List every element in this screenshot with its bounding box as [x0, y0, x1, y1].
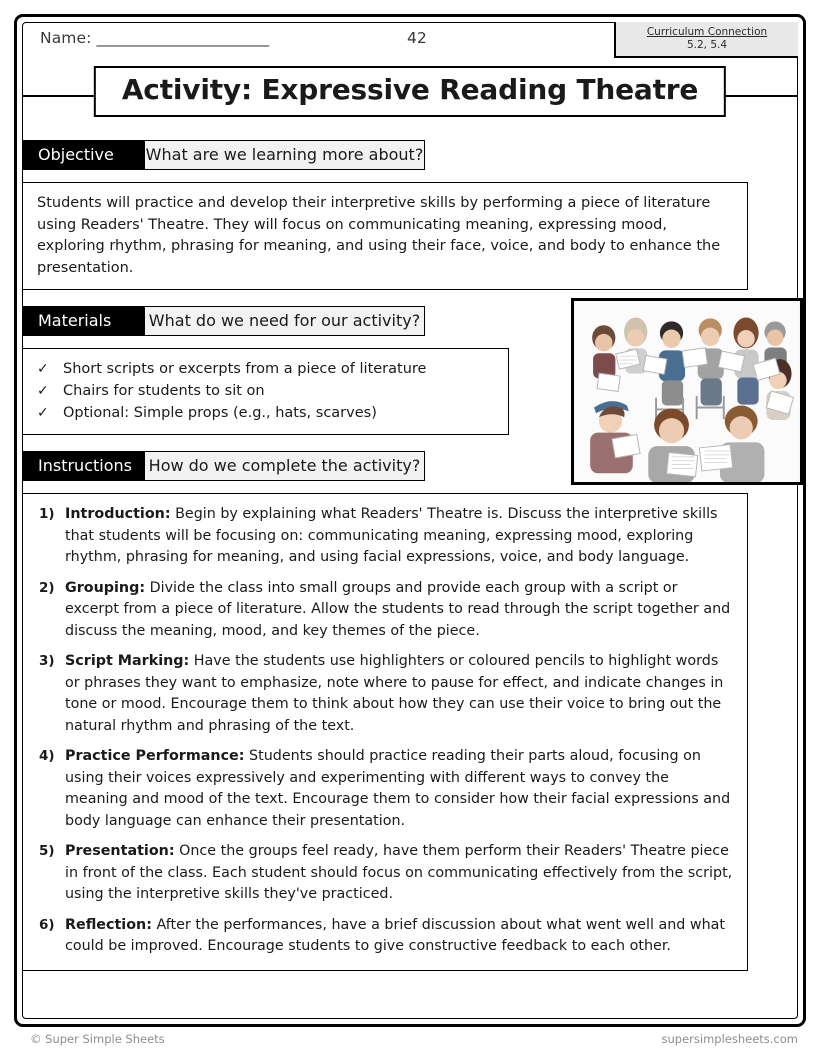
- instruction-step: [33, 651, 733, 737]
- step-number: 2): [39, 579, 55, 596]
- page-footer: [16, 1032, 804, 1050]
- step-number: 4): [39, 748, 55, 764]
- section-header-objective: [22, 140, 798, 170]
- material-text: Chairs for students to sit on: [63, 383, 265, 399]
- step-body: [65, 578, 733, 643]
- section-label-instructions: Instructions: [22, 451, 145, 481]
- instructions-box: [22, 493, 748, 971]
- instruction-step: [33, 746, 733, 832]
- section-label-objective: Objective: [22, 140, 145, 170]
- section-question-objective: What are we learning more about?: [145, 140, 425, 170]
- step-body: [65, 746, 733, 832]
- check-icon: ✓: [37, 361, 49, 377]
- title-banner: [22, 66, 798, 124]
- step-number: 5): [39, 843, 55, 859]
- curriculum-connection-box: [614, 22, 798, 58]
- instruction-step: [33, 915, 733, 958]
- step-title: Introduction:: [65, 506, 171, 522]
- page-content: [22, 22, 798, 1019]
- objective-text: Students will practice and develop their interpretive skills by performing a piece of literature using Readers' Theatre. They will focus on communicating meaning, expressing mood, exploring rhythm, phrasing for meaning, and using their face, voice, and body to enhance the presentation.: [37, 195, 721, 276]
- step-body: [65, 651, 733, 737]
- activity-illustration: [571, 298, 803, 485]
- materials-column: [22, 306, 509, 481]
- materials-box: [22, 348, 509, 435]
- materials-and-image-row: [22, 306, 798, 481]
- list-item: [37, 402, 494, 424]
- list-item: [37, 380, 494, 402]
- step-text: After the performances, have a brief discussion about what went well and what could be improved. Encourage students to give constructive feedback to each other.: [65, 916, 726, 954]
- instruction-step: [33, 578, 733, 643]
- step-body: [65, 504, 733, 569]
- objective-box: [22, 182, 748, 290]
- footer-website[interactable]: supersimplesheets.com: [661, 1032, 798, 1046]
- step-number: 6): [39, 916, 55, 933]
- section-question-materials: What do we need for our activity?: [145, 306, 425, 336]
- title-box: [94, 66, 726, 117]
- page-number: 42: [407, 29, 427, 47]
- worksheet-header: [22, 22, 798, 62]
- step-title: Script Marking:: [65, 653, 190, 669]
- step-number: 3): [39, 653, 55, 669]
- curriculum-connection-title: Curriculum Connection: [646, 26, 768, 38]
- step-title: Reflection:: [65, 916, 152, 933]
- step-body: [65, 841, 733, 906]
- step-title: Grouping:: [65, 579, 146, 596]
- check-icon: ✓: [37, 383, 49, 399]
- material-text: Short scripts or excerpts from a piece of literature: [63, 361, 427, 377]
- name-field-label[interactable]: Name: ______________________: [40, 29, 270, 47]
- step-title: Practice Performance:: [65, 748, 245, 764]
- students-reading-circle-icon: [574, 301, 800, 482]
- section-header-instructions: [22, 451, 509, 481]
- material-text: Optional: Simple props (e.g., hats, scarves): [63, 405, 377, 421]
- step-text: Begin by explaining what Readers' Theatre is. Discuss the interpretive skills that students will be focusing on: communicating meaning, expressing mood, exploring rhythm, phrasing for meaning, and using facial expressions, voice, and body language.: [65, 506, 718, 565]
- section-label-materials: Materials: [22, 306, 145, 336]
- page-title: Activity: Expressive Reading Theatre: [121, 73, 699, 106]
- list-item: [37, 358, 494, 380]
- step-text: Divide the class into small groups and provide each group with a script or excerpt from a piece of literature. Allow the students to read through the script together and discuss the meaning, mood, and key themes of the piece.: [65, 579, 731, 639]
- step-text: Once the groups feel ready, have them perform their Readers' Theatre piece in front of the class. Each student should focus on communicating effectively from the script, using the interpretive skills they've practiced.: [65, 843, 733, 902]
- step-title: Presentation:: [65, 843, 175, 859]
- step-number: 1): [39, 506, 55, 522]
- section-header-materials: [22, 306, 509, 336]
- footer-copyright: © Super Simple Sheets: [30, 1032, 165, 1046]
- step-text: Students should practice reading their parts aloud, focusing on using their voices expressively and experimenting with different ways to convey the meaning and mood of the text. Encourage them to consider how their facial expressions and body language can enhance their presentation.: [65, 748, 731, 829]
- section-question-instructions: How do we complete the activity?: [145, 451, 425, 481]
- instruction-step: [33, 504, 733, 569]
- instruction-step: [33, 841, 733, 906]
- step-body: [65, 915, 733, 958]
- step-text: Have the students use highlighters or coloured pencils to highlight words or phrases they want to emphasize, note where to pause for effect, and indicate changes in tone or mood. Encourage them to think about how they can use their voice to bring out the natural rhythm and phrasing of the text.: [65, 653, 724, 734]
- check-icon: ✓: [37, 405, 49, 421]
- curriculum-connection-codes: 5.2, 5.4: [686, 39, 728, 51]
